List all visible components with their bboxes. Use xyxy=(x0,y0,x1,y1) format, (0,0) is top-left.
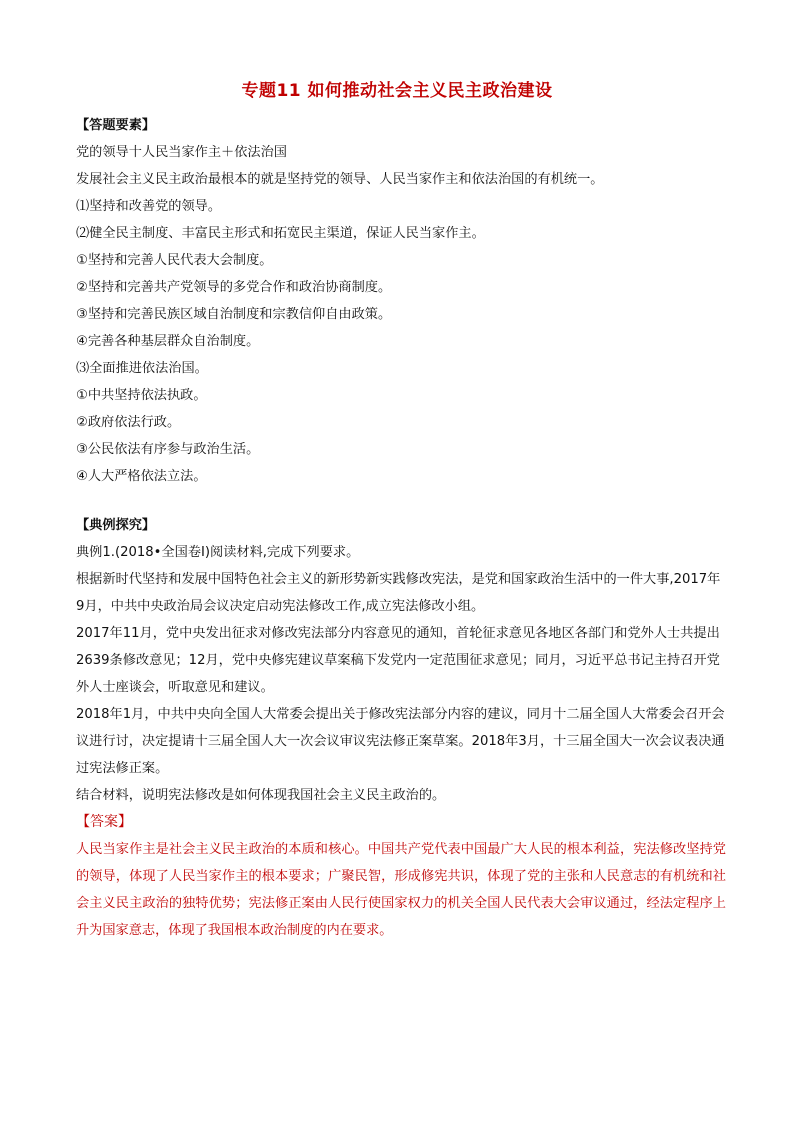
example-paragraph: 2018年1月，中共中央向全国人大常委会提出关于修改宪法部分内容的建议，同月十二届全国人大常委会召开会议进行讨，决定提请十三届全国人大一次会议审议宪法修正案草案。2018年3月，十三届全国大一次会议表决通过宪法修正案。 xyxy=(76,707,725,776)
elements-line: ①中共坚持依法执政。 xyxy=(76,388,207,403)
answer-heading: 【答案】 xyxy=(76,814,132,830)
document-content xyxy=(76,112,726,944)
elements-line: ④完善各种基层群众自治制度。 xyxy=(76,334,260,349)
example-paragraph: 根据新时代坚持和发展中国特色社会主义的新形势新实践修改宪法，是党和国家政治生活中的一件大事,2017年9月，中共中央政治局会议决定启动宪法修改工作,成立宪法修改小组。 xyxy=(76,572,721,614)
section-spacer xyxy=(76,490,726,512)
elements-line: ②政府依法行政。 xyxy=(76,415,181,430)
page-title: 专题11 如何推动社会主义民主政治建设 xyxy=(241,81,553,101)
elements-line: 党的领导十人民当家作主＋依法治国 xyxy=(76,145,287,160)
elements-line: ①坚持和完善人民代表大会制度。 xyxy=(76,253,273,268)
answer-text: 人民当家作主是社会主义民主政治的本质和核心。中国共产党代表中国最广大人民的根本利益，宪法修改坚持党的领导，体现了人民当家作主的根本要求；广聚民智，形成修宪共识，体现了党的主张和人民意志的有机统和社会主义民主政治的独特优势；宪法修正案由人民行使国家权力的机关全国人民代表大会审议通过，经法定程序上升为国家意志，体现了我国根本政治制度的内在要求。 xyxy=(76,842,726,938)
elements-line: ⑴坚持和改善党的领导。 xyxy=(76,199,222,214)
section-heading-examples: 【典例探究】 xyxy=(76,518,156,533)
elements-line: ⑶全面推进依法治国。 xyxy=(76,361,208,376)
elements-line: ④人大严格依法立法。 xyxy=(76,469,207,484)
elements-line: ③坚持和完善民族区域自治制度和宗教信仰自由政策。 xyxy=(76,307,392,322)
example-intro: 典例1.(2018•全国卷Ⅰ)阅读材料,完成下列要求。 xyxy=(76,545,360,560)
section-heading-elements: 【答题要素】 xyxy=(76,118,156,133)
elements-line: 发展社会主义民主政治最根本的就是坚持党的领导、人民当家作主和依法治国的有机统一。 xyxy=(76,172,604,187)
elements-line: ③公民依法有序参与政治生活。 xyxy=(76,442,260,457)
example-paragraph: 2017年11月，党中央发出征求对修改宪法部分内容意见的通知，首轮征求意见各地区各部门和党外人士共提出2639条修改意见；12月，党中央修宪建议草案稿下发党内一定范围征求意见；同月，习近平总书记主持召开党外人士座谈会，听取意见和建议。 xyxy=(76,626,720,695)
elements-line: ⑵健全民主制度、丰富民主形式和拓宽民主渠道，保证人民当家作主。 xyxy=(76,226,485,241)
elements-line: ②坚持和完善共产党领导的多党合作和政治协商制度。 xyxy=(76,280,392,295)
example-question: 结合材料，说明宪法修改是如何体现我国社会主义民主政治的。 xyxy=(76,788,446,803)
